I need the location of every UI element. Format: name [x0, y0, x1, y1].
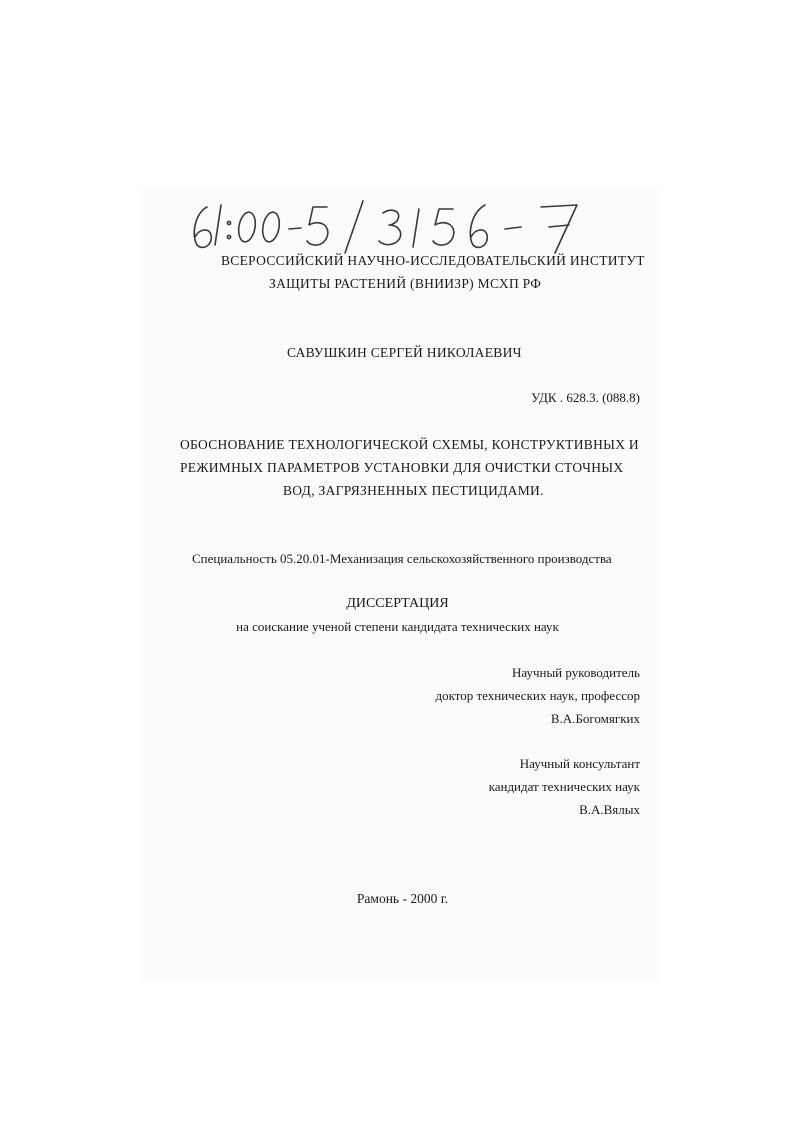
scanned-page-area: [140, 190, 660, 980]
work-type: ДИССЕРТАЦИЯ: [346, 596, 449, 611]
author-name: САВУШКИН СЕРГЕЙ НИКОЛАЕВИЧ: [287, 345, 522, 360]
institute-line-1: ВСЕРОССИЙСКИЙ НАУЧНО-ИССЛЕДОВАТЕЛЬСКИЙ ИНСТИТУТ: [221, 253, 645, 268]
consultant-title: кандидат технических наук: [488, 779, 640, 794]
supervisor-name: В.А.Богомягких: [550, 711, 640, 726]
udk-code: УДК . 628.3. (088.8): [531, 390, 640, 405]
supervisor-title: доктор технических наук, профессор: [435, 688, 640, 703]
consultant-name: В.А.Вялых: [579, 802, 640, 817]
supervisor-role: Научный руководитель: [511, 665, 640, 680]
title-line-3: ВОД, ЗАГРЯЗНЕННЫХ ПЕСТИЦИДАМИ.: [283, 483, 544, 498]
degree: на соискание ученой степени кандидата технических наук: [236, 619, 559, 634]
handwritten-archive-number: [185, 195, 605, 255]
place-year: Рамонь - 2000 г.: [356, 891, 449, 906]
specialty: Специальность 05.20.01-Механизация сельскохозяйственного производства: [192, 551, 612, 566]
title-line-2: РЕЖИМНЫХ ПАРАМЕТРОВ УСТАНОВКИ ДЛЯ ОЧИСТКИ СТОЧНЫХ: [180, 460, 624, 475]
title-line-1: ОБОСНОВАНИЕ ТЕХНОЛОГИЧЕСКОЙ СХЕМЫ, КОНСТРУКТИВНЫХ И: [180, 437, 639, 452]
consultant-role: Научный консультант: [519, 756, 640, 771]
institute-line-2: ЗАЩИТЫ РАСТЕНИЙ (ВНИИЗР) МСХП РФ: [269, 276, 542, 291]
